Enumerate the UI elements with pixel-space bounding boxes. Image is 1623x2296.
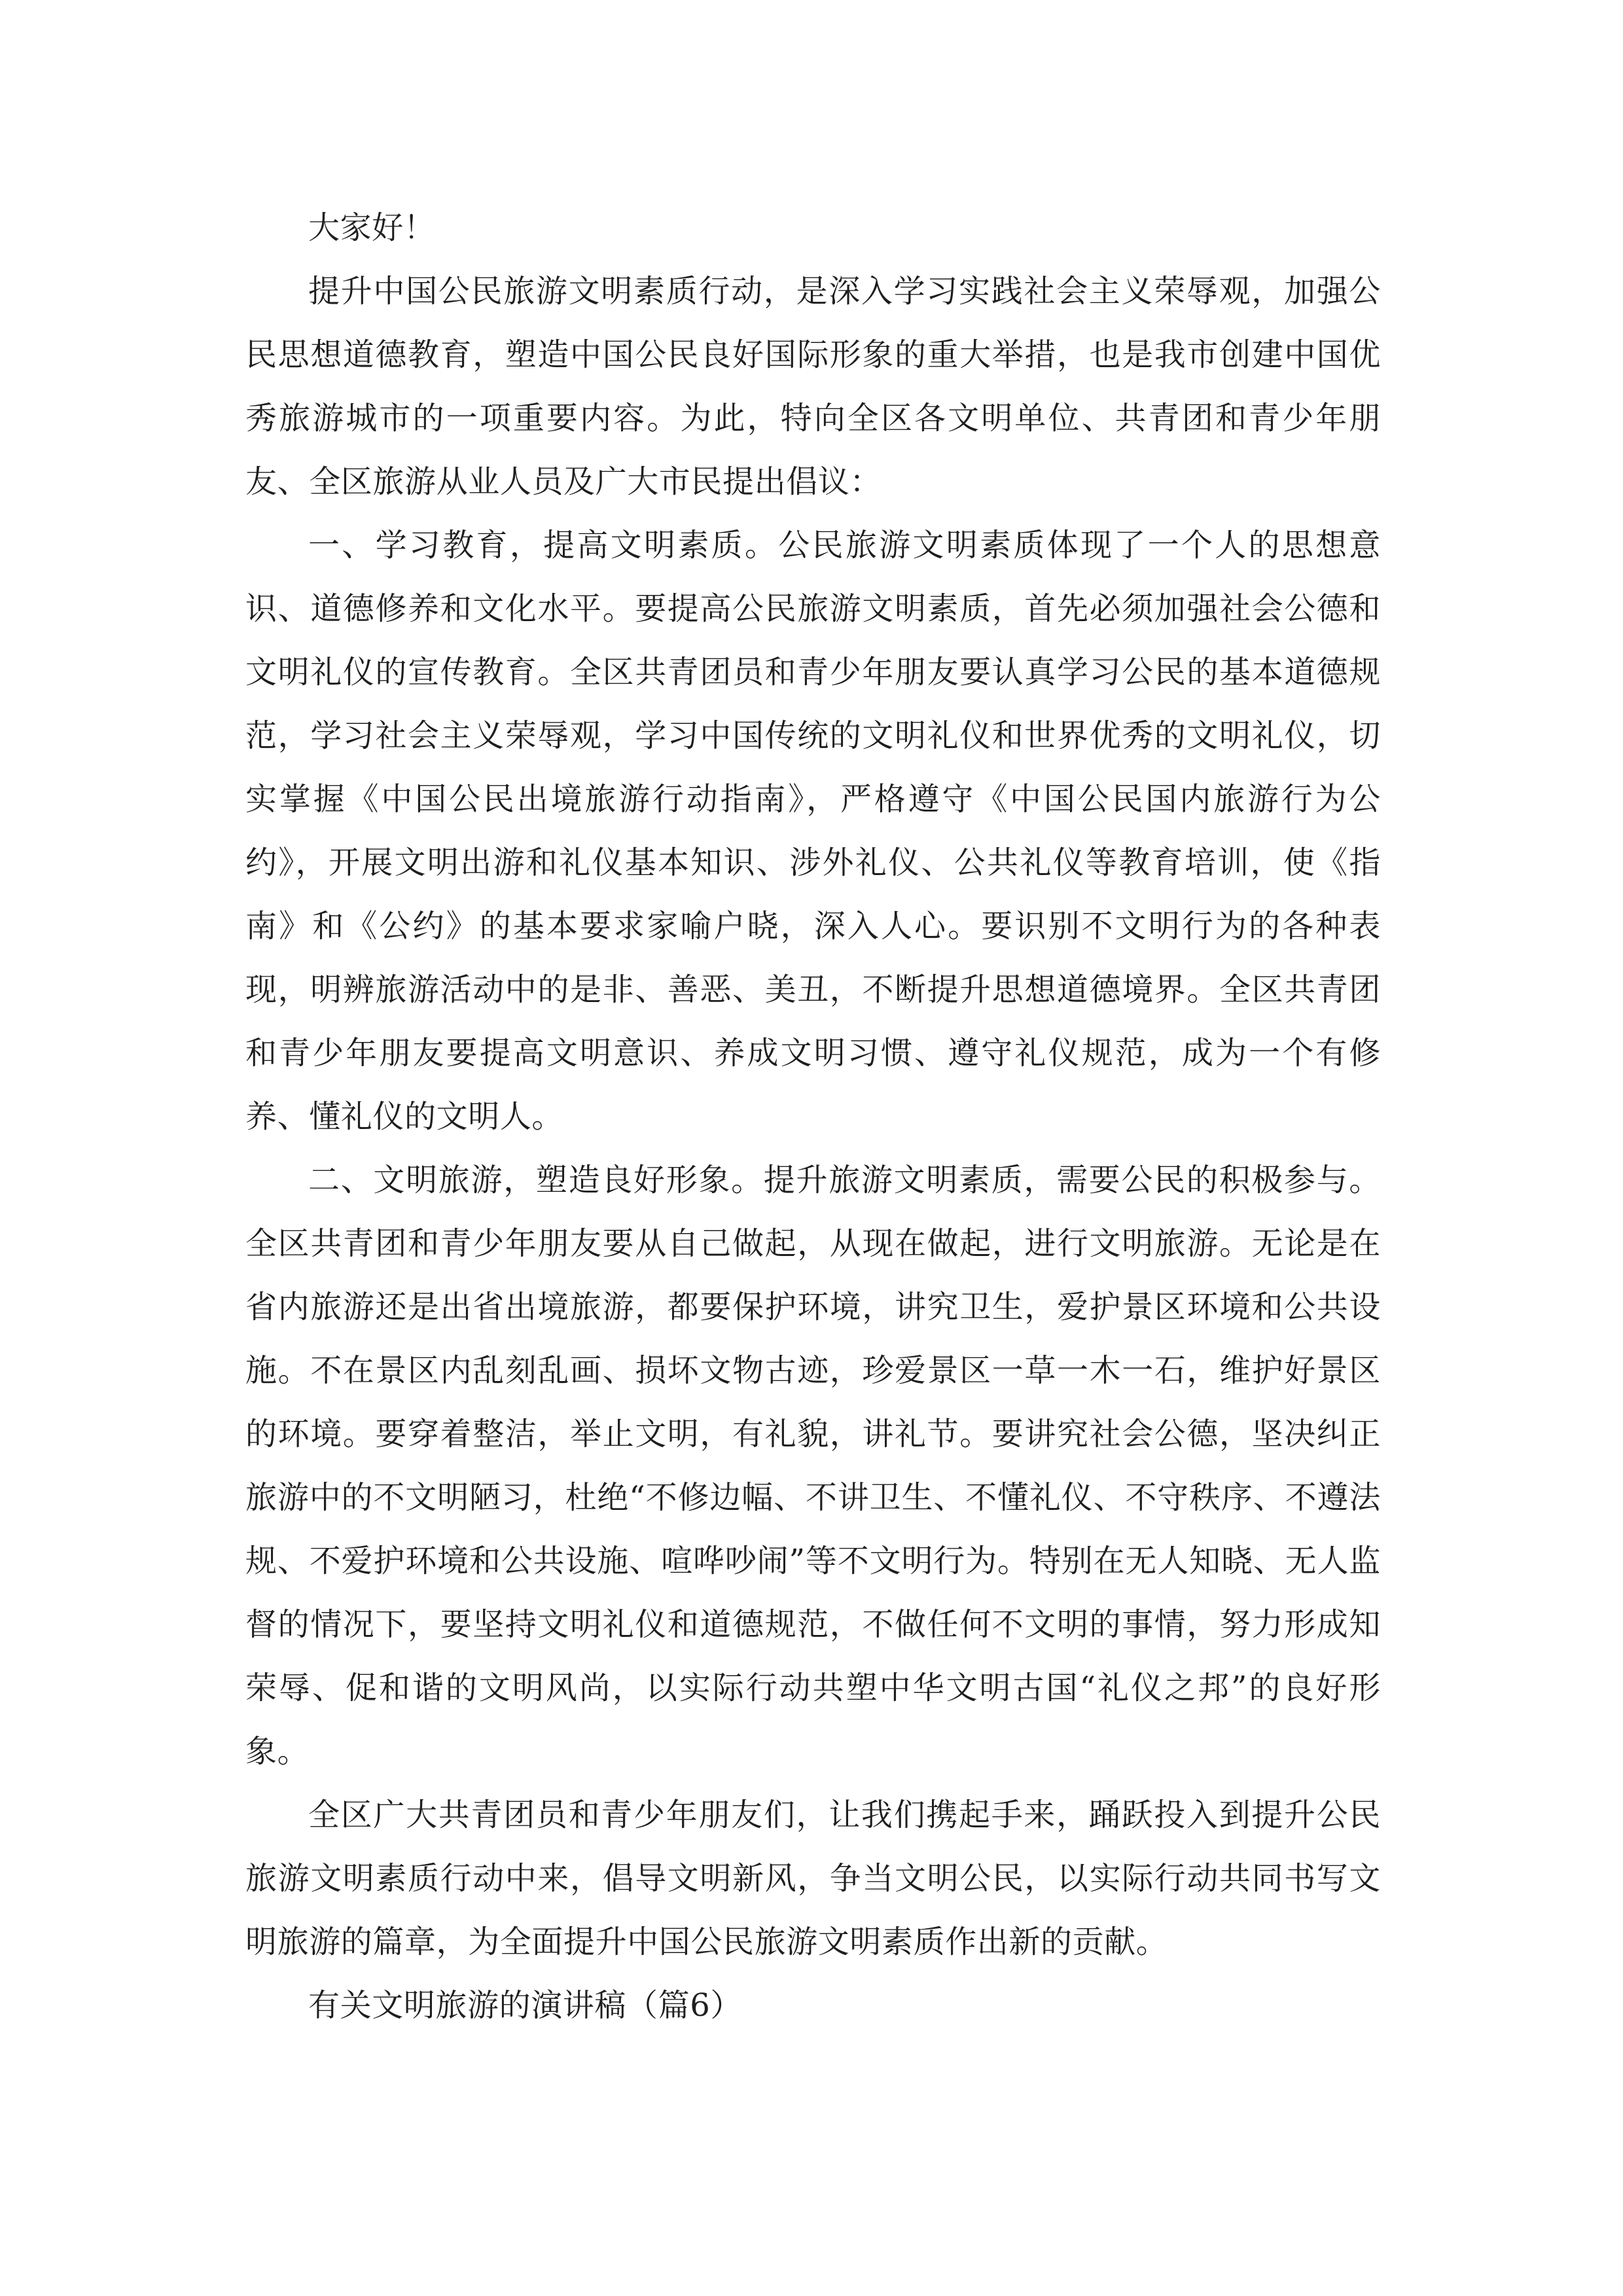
section-two-paragraph: 二、文明旅游，塑造良好形象。提升旅游文明素质，需要公民的积极参与。全区共青团和青少年朋友要从自己做起，从现在做起，进行文明旅游。无论是在省内旅游还是出省出境旅游，都要保护环境，讲究卫生，爱护景区环境和公共设施。不在景区内乱刻乱画、损坏文物古迹，珍爱景区一草一木一石，维护好景区的环境。要穿着整洁，举止文明，有礼貌，讲礼节。要讲究社会公德，坚决纠正旅游中的不文明陋习，杜绝“不修边幅、不讲卫生、不懂礼仪、不守秩序、不遵法规、不爱护环境和公共设施、喧哗吵闹”等不文明行为。特别在无人知晓、无人监督的情况下，要坚持文明礼仪和道德规范，不做任何不文明的事情，努力形成知荣辱、促和谐的文明风尚，以实际行动共塑中华文明古国“礼仪之邦”的良好形象。 bbox=[245, 1162, 1381, 1770]
next-article-heading: 有关文明旅游的演讲稿（篇6） bbox=[308, 1987, 742, 2024]
intro-paragraph: 提升中国公民旅游文明素质行动，是深入学习实践社会主义荣辱观，加强公民思想道德教育，塑造中国公民良好国际形象的重大举措，也是我市创建中国优秀旅游城市的一项重要内容。为此，特向全区各文明单位、共青团和青少年朋友、全区旅游从业人员及广大市民提出倡议： bbox=[245, 273, 1381, 500]
greeting-paragraph: 大家好！ bbox=[308, 209, 436, 246]
section-one-paragraph: 一、学习教育，提高文明素质。公民旅游文明素质体现了一个人的思想意识、道德修养和文化水平。要提高公民旅游文明素质，首先必须加强社会公德和文明礼仪的宣传教育。全区共青团员和青少年朋友要认真学习公民的基本道德规范，学习社会主义荣辱观，学习中国传统的文明礼仪和世界优秀的文明礼仪，切实掌握《中国公民出境旅游行动指南》，严格遵守《中国公民国内旅游行为公约》，开展文明出游和礼仪基本知识、涉外礼仪、公共礼仪等教育培训，使《指南》和《公约》的基本要求家喻户晓，深入人心。要识别不文明行为的各种表现，明辨旅游活动中的是非、善恶、美丑，不断提升思想道德境界。全区共青团和青少年朋友要提高文明意识、养成文明习惯、遵守礼仪规范，成为一个有修养、懂礼仪的文明人。 bbox=[245, 527, 1381, 1135]
closing-paragraph: 全区广大共青团员和青少年朋友们，让我们携起手来，踊跃投入到提升公民旅游文明素质行动中来，倡导文明新风，争当文明公民，以实际行动共同书写文明旅游的篇章，为全面提升中国公民旅游文明素质作出新的贡献。 bbox=[245, 1797, 1381, 1960]
document-body bbox=[245, 196, 1381, 2037]
